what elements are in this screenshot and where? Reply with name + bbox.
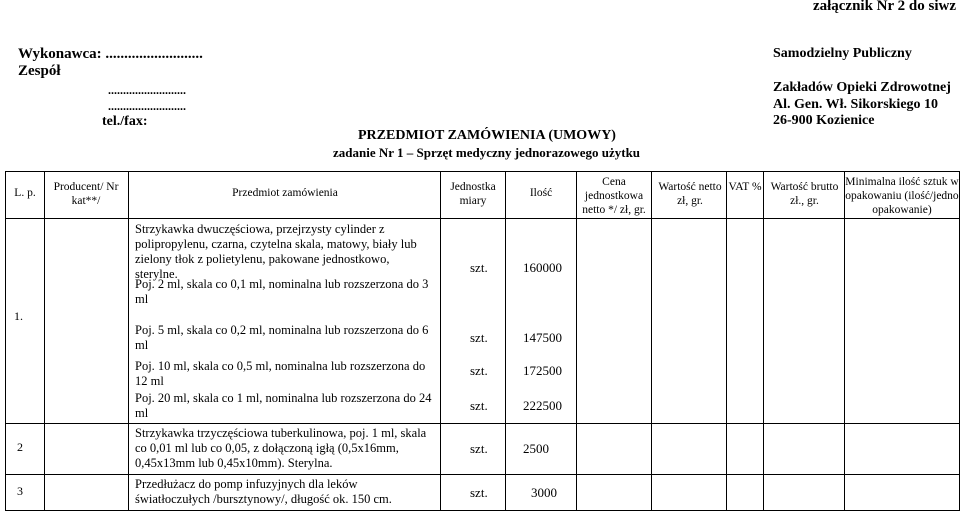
col-border-0 <box>5 171 6 511</box>
col-header-subject: Przedmiot zamówienia <box>232 187 338 199</box>
col-border-1 <box>44 171 45 511</box>
col-header-min-qty: Minimalna ilość sztuk w opakowaniu (ilość/jedno opakowanie) <box>845 176 959 216</box>
col-border-6 <box>651 171 652 511</box>
subject-title: PRZEDMIOT ZAMÓWIENIA (UMOWY) <box>358 128 616 143</box>
col-border-7 <box>726 171 727 511</box>
col-border-2 <box>128 171 129 511</box>
col-header-unit: Jednostka miary <box>450 181 496 207</box>
col-border-3 <box>440 171 441 511</box>
row-1-variant-1-qty: 160000 <box>523 260 562 275</box>
col-header-gross-value: Wartość brutto zł., gr. <box>770 181 839 207</box>
row-1-variant-1-text: Poj. 2 ml, skala co 0,1 ml, nominalna lub rozszerzona do 3 ml <box>135 277 429 306</box>
row-3-description: Przedłużacz do pomp infuzyjnych dla leków światłoczułych /bursztynowy/, długość ok. 150 cm. <box>135 477 392 506</box>
row-1-bottom-border <box>5 423 960 424</box>
row-1-variant-3-qty: 172500 <box>523 363 562 378</box>
col-header-quantity: Ilość <box>529 187 553 199</box>
row-2-unit: szt. <box>470 441 488 456</box>
tel-fax-label: tel./fax: <box>102 114 148 129</box>
col-header-producer: Producent/ Nr kat**/ <box>53 181 119 207</box>
dots-line-1: .......................... <box>108 83 186 97</box>
col-header-unit-price: Cena jednostkowa netto */ zł, gr. <box>582 176 646 216</box>
row-1-variant-2-qty: 147500 <box>523 330 562 345</box>
col-border-4 <box>505 171 506 511</box>
row-1-variant-3-unit: szt. <box>470 363 488 378</box>
institution-line-1: Samodzielny Publiczny <box>773 46 912 61</box>
row-1-variant-2-unit: szt. <box>470 330 488 345</box>
row-2-qty: 2500 <box>523 441 549 456</box>
attachment-label: załącznik Nr 2 do siwz <box>812 0 956 14</box>
row-2-lp: 2 <box>17 440 23 454</box>
row-3-qty: 3000 <box>531 485 557 500</box>
col-border-9 <box>844 171 845 511</box>
task-title: zadanie Nr 1 – Sprzęt medyczny jednorazowego użytku <box>333 145 641 160</box>
dots-line-2: .......................... <box>108 99 186 113</box>
row-1-variant-4-text: Poj. 20 ml, skala co 1 ml, nominalna lub rozszerzona do 24 ml <box>135 391 432 420</box>
row-2-bottom-border <box>5 474 960 475</box>
row-2-description: Strzykawka trzyczęściowa tuberkulinowa, poj. 1 ml, skala co 0,01 ml lub co 0,05, z dołączoną igłą (0,5x16mm, 0,45x13mm lub 0,45x10mm). Sterylna. <box>135 426 427 470</box>
institution-line-2: Zakładów Opieki Zdrowotnej <box>773 80 951 95</box>
row-1-variant-3-text: Poj. 10 ml, skala co 0,5 ml, nominalna lub rozszerzona do 12 ml <box>135 359 426 388</box>
row-1-variant-1-unit: szt. <box>470 260 488 275</box>
institution-line-3: Al. Gen. Wł. Sikorskiego 10 <box>773 97 939 112</box>
row-1-lp: 1. <box>14 309 23 323</box>
col-border-5 <box>576 171 577 511</box>
row-1-variant-4-unit: szt. <box>470 398 488 413</box>
contractor-label: Wykonawca: .......................... <box>18 46 203 62</box>
row-3-lp: 3 <box>17 484 23 498</box>
row-1-variant-4-qty: 222500 <box>523 398 562 413</box>
col-header-net-value: Wartość netto zł, gr. <box>658 181 722 207</box>
col-border-8 <box>763 171 764 511</box>
col-header-lp: L. p. <box>14 187 36 199</box>
row-1-description: Strzykawka dwuczęściowa, przejrzysty cylinder z polipropylenu, czarna, czytelna skala, matowy, biały lub zielony tłok z polietylenu, pakowane jednostkowo, sterylne. <box>135 222 417 281</box>
institution-line-4: 26-900 Kozienice <box>773 113 875 128</box>
row-1-variant-2-text: Poj. 5 ml, skala co 0,2 ml, nominalna lub rozszerzona do 6 ml <box>135 323 429 352</box>
team-label: Zespół <box>18 63 61 79</box>
row-3-unit: szt. <box>470 485 488 500</box>
table-header-border <box>5 218 960 219</box>
table-top-border <box>5 171 960 172</box>
col-header-vat: VAT % <box>728 181 762 193</box>
